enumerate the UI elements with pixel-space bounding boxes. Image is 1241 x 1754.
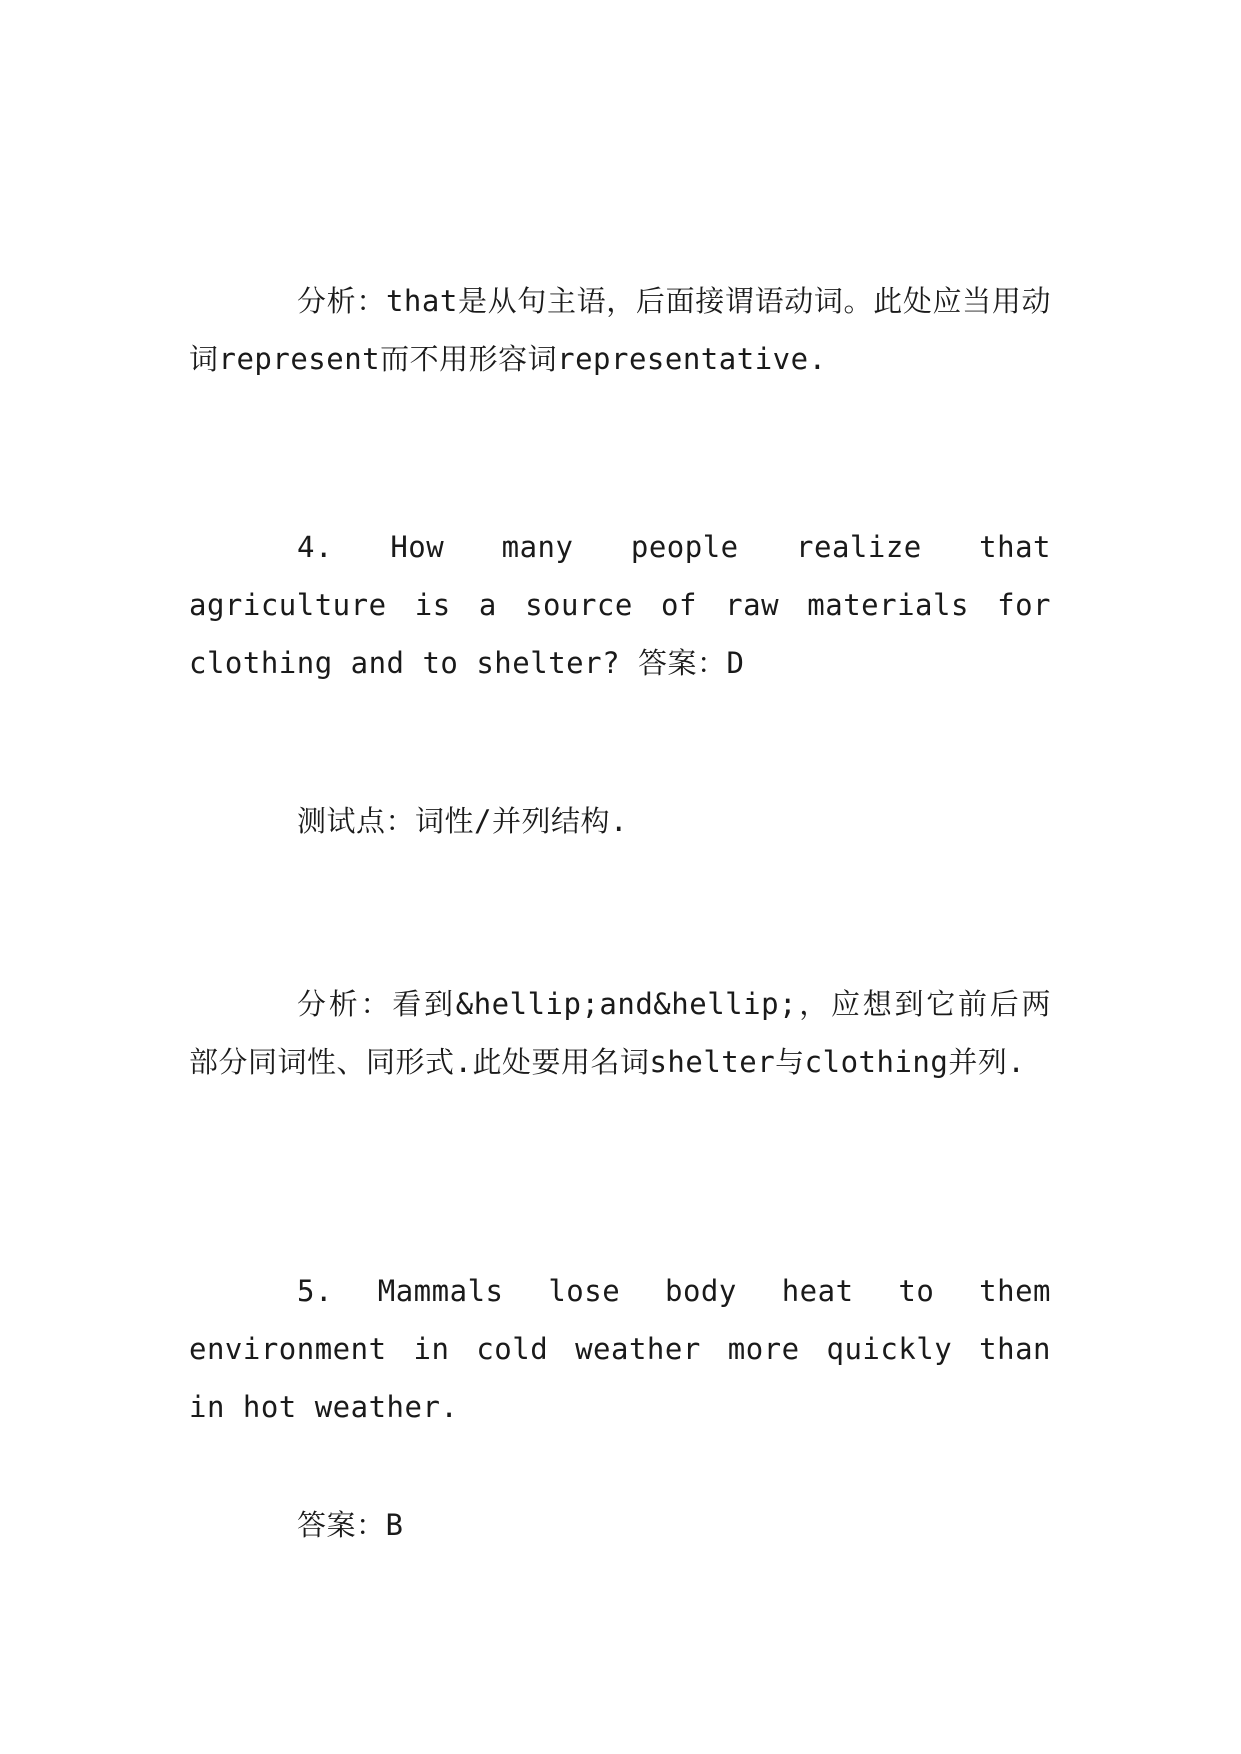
- analysis-paragraph-3: 分析：that是从句主语，后面接谓语动词。此处应当用动词represent而不用形容词representative.: [189, 284, 1051, 376]
- test-point-paragraph-4: 测试点：词性/并列结构.: [297, 804, 628, 838]
- question-5-paragraph: 5. Mammals lose body heat to them environment in cold weather more quickly than in hot weather.: [189, 1274, 1051, 1424]
- analysis-paragraph-4: 分析：看到&hellip;and&hellip;，应想到它前后两部分同词性、同形式.此处要用名词shelter与clothing并列.: [189, 987, 1051, 1079]
- question-4-paragraph: 4. How many people realize that agriculture is a source of raw materials for clothing and to shelter? 答案：D: [189, 530, 1051, 680]
- answer-paragraph-5: 答案：B: [297, 1508, 404, 1542]
